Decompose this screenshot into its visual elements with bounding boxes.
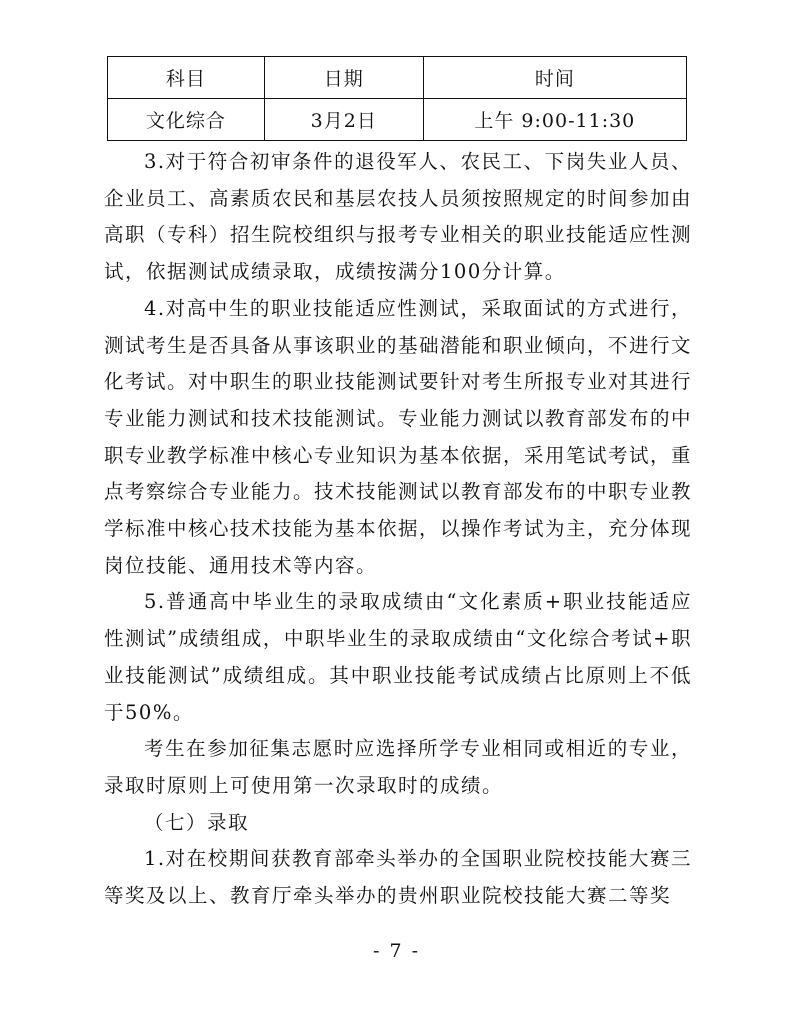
paragraph-item-5: 5.普通高中毕业生的录取成绩由“文化素质+职业技能适应性测试”成绩组成，中职毕业生的录取成绩由“文化综合考试+职业技能测试”成绩组成。其中职业技能考试成绩占比原则上不低于50%。: [104, 590, 692, 724]
paragraph-admission-1: 1.对在校期间获教育部牵头举办的全国职业院校技能大赛三等奖及以上、教育厅牵头举办的贵州职业院校技能大赛二等奖: [104, 847, 692, 908]
exam-schedule-table: [107, 56, 687, 141]
table-header-row: [108, 57, 687, 99]
page-number: - 7 -: [372, 940, 420, 962]
section-heading-admission: （七）录取: [144, 810, 250, 834]
body-text: [104, 144, 692, 915]
header-date: 日期: [264, 57, 423, 99]
paragraph-item-3: 3.对于符合初审条件的退役军人、农民工、下岗失业人员、企业员工、高素质农民和基层农技人员须按照规定的时间参加由高职（专科）招生院校组织与报考专业相关的职业技能适应性测试，依据测试成绩录取，成绩按满分100分计算。: [104, 150, 693, 284]
cell-subject: 文化综合: [108, 99, 265, 141]
paragraph-note: 考生在参加征集志愿时应选择所学专业相同或相近的专业，录取时原则上可使用第一次录取时的成绩。: [104, 737, 692, 797]
paragraph-item-4: 4.对高中生的职业技能适应性测试，采取面试的方式进行，测试考生是否具备从事该职业的基础潜能和职业倾向，不进行文化考试。对中职生的职业技能测试要针对考生所报专业对其进行专业能力测试和技术技能测试。专业能力测试以教育部发布的中职专业教学标准中核心专业知识为基本依据，采用笔试考试，重点考察综合专业能力。技术技能测试以教育部发布的中职专业教学标准中核心技术技能为基本依据，以操作考试为主，充分体现岗位技能、通用技术等内容。: [104, 296, 693, 577]
cell-time: 上午 9:00-11:30: [423, 99, 686, 141]
header-time: 时间: [423, 57, 686, 99]
cell-date: 3月2日: [264, 99, 423, 141]
table-row: [108, 99, 687, 141]
header-subject: 科目: [108, 57, 265, 99]
